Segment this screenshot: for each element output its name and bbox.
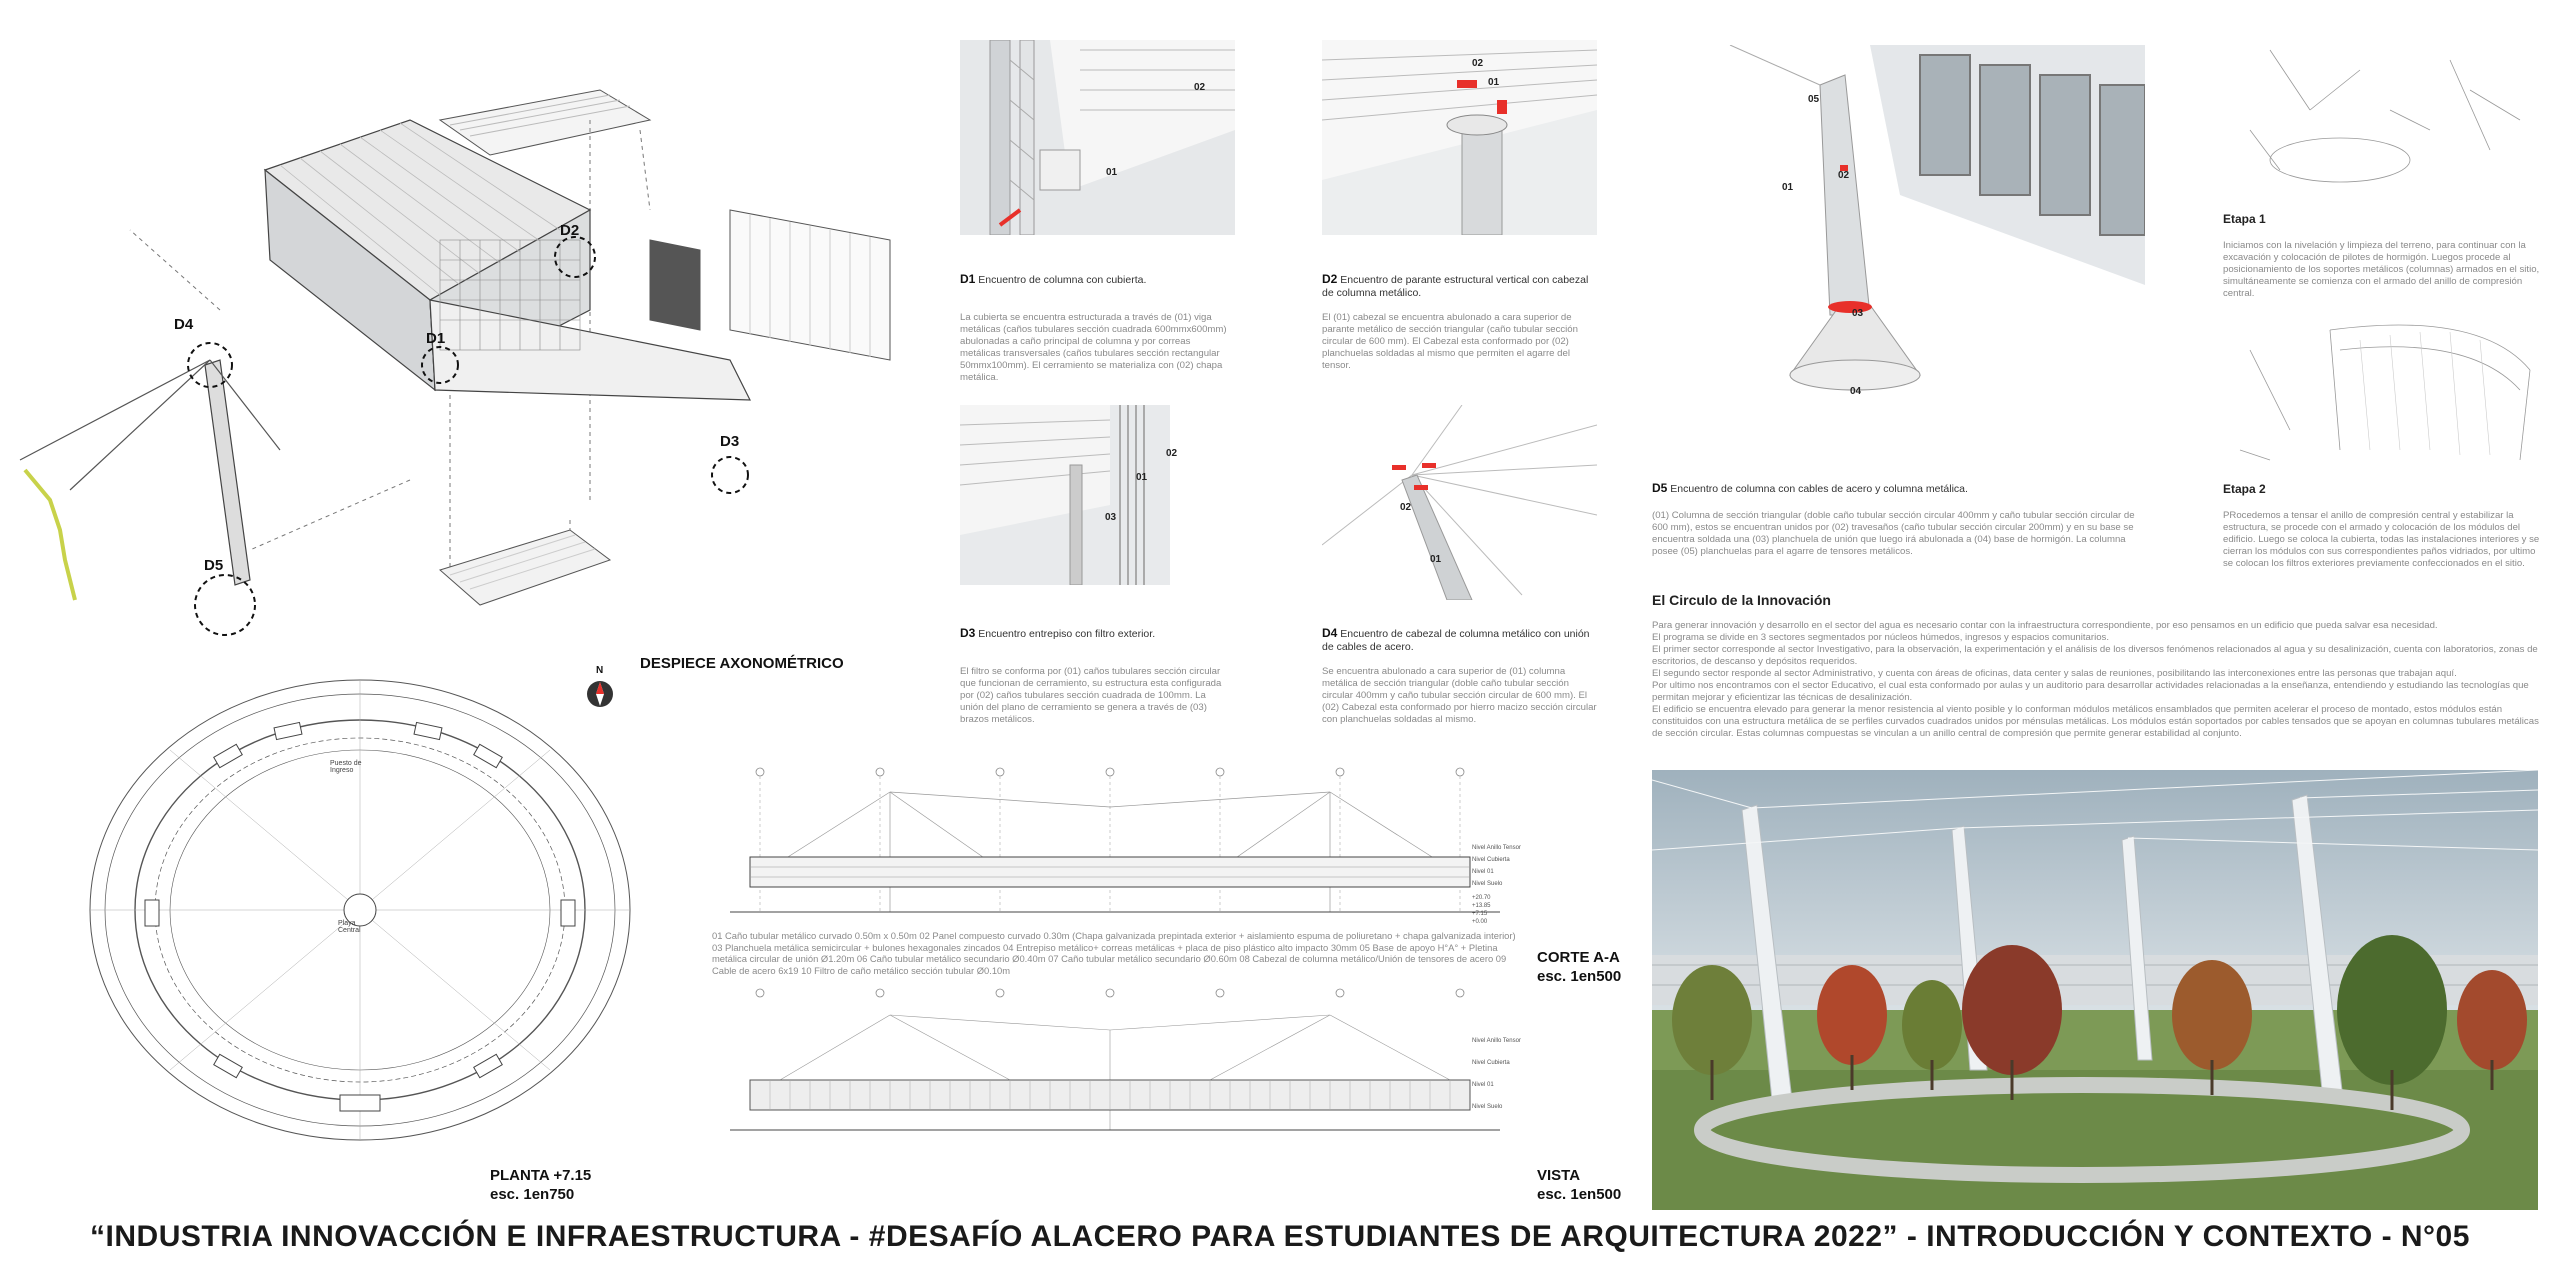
detail-d1-desc: La cubierta se encuentra estructurada a través de (01) viga metálicas (caños tubulares sección cuadrada 600mmx600mm) abulonadas a caño principal de columna y por correas metálicas transversales (caños tubulares sección rectangular 50mmx100mm). El cerramiento se materializa con (02) chapa metálica. (960, 312, 1227, 383)
detail-d3-desc: El filtro se conforma por (01) caños tubulares sección circular que funcionan de cerramiento, su estructura esta configurada por (02) caños tubulares sección cuadrada de 100mm. La unión del plano de cerramiento se genera a través de (03) brazos metálicos. (960, 666, 1222, 725)
axo-label-d1: D1 (426, 330, 446, 347)
detail-d1-image (960, 40, 1235, 235)
d3-num-02: 02 (1166, 448, 1178, 459)
circulo-line-3: El primer sector corresponde al sector Investigativo, para la observación, la experimentación y el análisis de los diversos fenómenos relacionados al agua y su desalinización, cuenta con laboratorios, zonas de escritorios, de descanso y depósitos requeridos. (1652, 644, 2538, 667)
d4-num-01: 01 (1430, 554, 1442, 565)
corte-notes: 01 Caño tubular metálico curvado 0.50m x 0.50m 02 Panel compuesto curvado 0.30m (Chapa galvanizada prepintada exterior + aislamiento espuma de poliuretano + chapa galvanizada interior) 03 Planchuela metálica semicircular + bulones hexagonales zincados 04 Entrepiso metálico+ correas metálicas + placa de piso plástico alto impacto 30mm 05 Base de apoyo H°A° + Pletina metálica circular de unión Ø1.20m 06 Caño tubular metálico secundario Ø0.40m 07 Caño tubular metálico secundario Ø0.60m 08 Cabezal de columna metálico/Unión de tensores de acero 09 Cable de acero 6x19 10 Filtro de caño metálico sección tubular Ø0.10m (712, 930, 1516, 976)
circulo-line-2: El programa se divide en 3 sectores segmentados por núcleos húmedos, ingresos y espacios comunitarios. (1652, 632, 2110, 643)
detail-d4-image (1322, 405, 1597, 600)
corte-level-roof: Nivel Cubierta (1472, 857, 1510, 863)
floor-plan-drawing (75, 670, 645, 1150)
d1-num-02: 02 (1194, 82, 1206, 93)
d5-num-02: 02 (1838, 170, 1850, 181)
corte-level-value-roof: +13.85 (1472, 903, 1491, 909)
d5-num-04: 04 (1850, 386, 1862, 397)
vista-level-ring: Nivel Anillo Tensor (1472, 1038, 1521, 1044)
corte-level-value-ring: +20.70 (1472, 895, 1491, 901)
vista-scale: esc. 1en500 (1537, 1186, 1622, 1203)
north-label: N (596, 665, 604, 676)
d2-num-02: 02 (1472, 58, 1484, 69)
corte-drawing (710, 762, 1515, 922)
etapa-2-title: Etapa 2 (2223, 482, 2266, 496)
d2-num-01: 01 (1488, 77, 1500, 88)
circulo-line-5: Por ultimo nos encontramos con el sector Educativo, el cual esta conformado por aulas y un auditorio para desarrollar actividades relacionadas a la enseñanza, entendiendo y estudiando las tecnologías que permitan mejorar y eficientizar las técnicas de desalinización. (1652, 680, 2529, 703)
circulo-line-6: El edificio se encuentra elevado para generar la menor resistencia al viento posible y lo conforman módulos metálicos ensamblados que permiten acelerar el proceso de montado, estos módulos están constituidos con una estructura metálica de se perfiles curvados cuadrados unidos por ménsulas metálicas. Los módulos están soportados por cables tensados que se apoyan en columnas tubulares metálicas de sección circular. Estas columnas compuestas se vinculan a un anillo central de compresión que permite generar estabilidad al conjunto. (1652, 704, 2539, 739)
axo-label-d2: D2 (560, 222, 580, 239)
plan-title (490, 1166, 591, 1204)
corte-level-01: Nivel 01 (1472, 869, 1494, 875)
vista-levels (1472, 1030, 1532, 1118)
north-arrow (585, 665, 615, 715)
vista-title-text: VISTA (1537, 1167, 1581, 1184)
etapa-1-title: Etapa 1 (2223, 212, 2266, 226)
axo-title: DESPIECE AXONOMÉTRICO (640, 655, 844, 672)
exterior-render (1652, 770, 2538, 1210)
d5-num-03: 03 (1852, 308, 1864, 319)
d3-num-03: 03 (1105, 512, 1117, 523)
circulo-line-4: El segundo sector responde al sector Administrativo, y cuenta con áreas de oficinas, data center y salas de reuniones, posibilitando las interconexiones entre las personas que trabajan aquí. (1652, 668, 2457, 679)
corte-title (1537, 948, 1621, 986)
detail-d2-caption: D2 Encuentro de parante estructural vertical con cabezal de columna metálico. (1322, 272, 1589, 299)
detail-d3-image (960, 405, 1170, 585)
vista-drawing (710, 985, 1515, 1140)
circulo-line-1: Para generar innovación y desarrollo en el sector del agua es necesario contar con la infraestructura correspondiente, por eso pensamos en un edificio que pueda salvar esa necesidad. (1652, 620, 2438, 631)
vista-level-ground: Nivel Suelo (1472, 1104, 1503, 1110)
axo-label-d3: D3 (720, 433, 740, 450)
detail-d3-caption: D3 Encuentro entrepiso con filtro exterior. (960, 626, 1156, 640)
corte-levels (1472, 842, 1532, 890)
footer-title: “INDUSTRIA INNOVACCIÓN E INFRAESTRUCTURA - #DESAFÍO ALACERO PARA ESTUDIANTES DE ARQUITECTURA 2022” - INTRODUCCIÓN Y CONTEXTO - N°05 (90, 1220, 2470, 1253)
vista-level-roof: Nivel Cubierta (1472, 1060, 1510, 1066)
plan-label-ingreso: Puesto de Ingreso (330, 760, 362, 774)
corte-scale: esc. 1en500 (1537, 968, 1622, 985)
d1-num-01: 01 (1106, 167, 1118, 178)
circulo-text (1652, 620, 2540, 740)
vista-title (1537, 1166, 1621, 1204)
etapa-1-drawing (2230, 30, 2540, 200)
axo-label-d5: D5 (204, 557, 224, 574)
detail-d1-caption: D1 Encuentro de columna con cubierta. (960, 272, 1147, 286)
etapa-1-desc: Iniciamos con la nivelación y limpieza del terreno, para continuar con la excavación y colocación de pilotes de hormigón. Luegos procede al posicionamiento de los soportes metálicos (columnas) armados en el sitio, simultáneamente se comienza con el armado del anillo de compresión central. (2223, 240, 2540, 299)
detail-d5-desc: (01) Columna de sección triangular (doble caño tubular sección circular 400mm y caño tubular sección circular de 600 mm), estos se encuentran unidos por (02) travesaños (caño tubular sección circular 200mm) y en su base se encuentra soldada una (03) planchuela de unión que luego irá abulonada a (04) base de hormigón. La columna posee (05) planchuelas para el agarre de tensores metálicos. (1652, 510, 2135, 557)
d4-num-02: 02 (1400, 502, 1412, 513)
d5-num-05: 05 (1808, 94, 1820, 105)
axonometric-drawing (10, 60, 910, 640)
plan-label-playa: Playa Central (338, 920, 361, 934)
d3-num-01: 01 (1136, 472, 1148, 483)
corte-level-value-ground: +0.00 (1472, 919, 1488, 925)
corte-level-values (1472, 894, 1532, 926)
etapa-2-desc: PRocedemos a tensar el anillo de compresión central y estabilizar la estructura, se procede con el armado y colocación de los módulos del edificio. Luego se coloca la cubierta, todas las instalaciones interiores y se cierran los módulos con sus correspondientes paños vidriados, por ultimo se colocan los filtros exteriores previamente confeccionados en el sitio. (2223, 510, 2540, 569)
corte-title-text: CORTE A-A (1537, 949, 1620, 966)
corte-level-ground: Nivel Suelo (1472, 881, 1503, 887)
d5-num-01: 01 (1782, 182, 1794, 193)
corte-level-ring: Nivel Anillo Tensor (1472, 845, 1521, 851)
plan-title-text: PLANTA +7.15 (490, 1167, 592, 1184)
etapa-2-drawing (2230, 310, 2540, 470)
detail-d2-image (1322, 40, 1597, 235)
detail-d5-image (1720, 45, 2145, 410)
detail-d5-caption: D5 Encuentro de columna con cables de acero y columna metálica. (1652, 481, 1968, 495)
vista-level-01: Nivel 01 (1472, 1082, 1494, 1088)
axo-label-d4: D4 (174, 316, 194, 333)
corte-level-value-01: +7.15 (1472, 911, 1488, 917)
circulo-title: El Circulo de la Innovación (1652, 592, 1831, 608)
detail-d4-desc: Se encuentra abulonado a cara superior de (01) columna metálica de sección triangular (doble caño tubular sección circular 400mm y caño tubular sección circular de 600 mm). El (02) Cabezal esta conformado por hierro macizo sección circular con planchuelas soldadas al mismo. (1322, 666, 1597, 725)
detail-d2-desc: El (01) cabezal se encuentra abulonado a cara superior de parante metálico de sección triangular (caño tubular sección circular de 600 mm). El Cabezal esta conformado por (02) planchuelas soldadas al mismo que permiten el agarre del tensor. (1322, 312, 1578, 371)
plan-scale: esc. 1en750 (490, 1186, 575, 1203)
detail-d4-caption: D4 Encuentro de cabezal de columna metálico con unión de cables de acero. (1322, 626, 1590, 653)
